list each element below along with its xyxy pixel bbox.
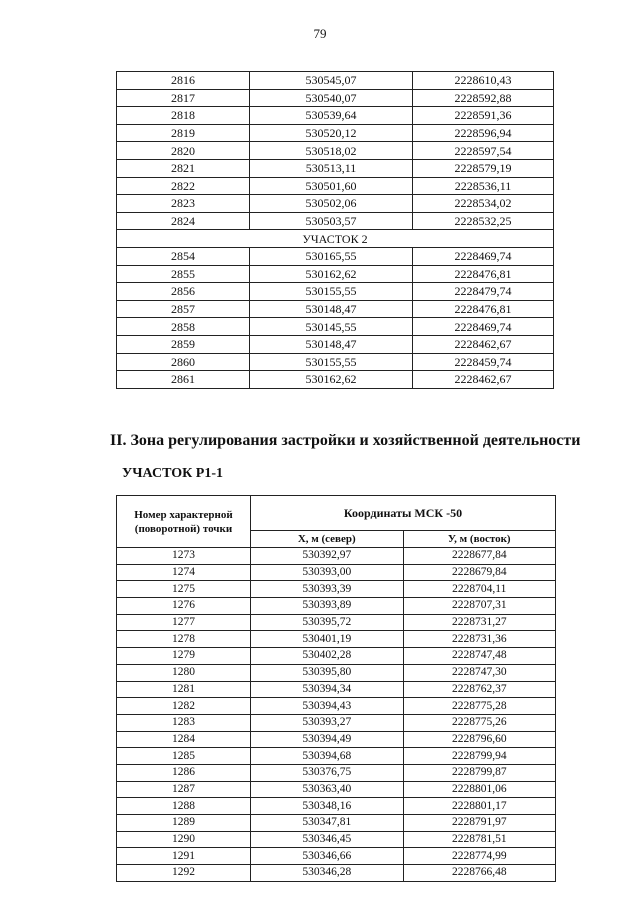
x-coordinate-cell: 530503,57 (250, 212, 413, 230)
table-row (117, 781, 556, 798)
table-row (117, 681, 556, 698)
point-number-cell: 2823 (117, 195, 250, 213)
table-row (117, 865, 556, 882)
x-coordinate-cell: 530502,06 (250, 195, 413, 213)
x-coordinate-cell: 530402,28 (251, 648, 404, 665)
y-coordinate-cell: 2228796,60 (403, 731, 556, 748)
table-row (117, 371, 554, 389)
point-number-cell: 1290 (117, 831, 251, 848)
table-row (117, 648, 556, 665)
table-row (117, 598, 556, 615)
section-row (117, 230, 554, 248)
x-coordinate-cell: 530393,89 (251, 598, 404, 615)
point-number-cell: 2855 (117, 265, 250, 283)
point-number-cell: 1273 (117, 548, 251, 565)
x-coordinate-cell: 530162,62 (250, 265, 413, 283)
x-coordinate-cell: 530539,64 (250, 107, 413, 125)
table-row (117, 831, 556, 848)
x-coordinate-cell: 530393,00 (251, 564, 404, 581)
y-coordinate-cell: 2228459,74 (413, 353, 554, 371)
y-coordinate-cell: 2228731,36 (403, 631, 556, 648)
point-number-cell: 2819 (117, 124, 250, 142)
table-row (117, 142, 554, 160)
point-number-cell: 2859 (117, 335, 250, 353)
y-coordinate-cell: 2228536,11 (413, 177, 554, 195)
point-number-cell: 1287 (117, 781, 251, 798)
x-coordinate-cell: 530513,11 (250, 159, 413, 177)
y-coordinate-cell: 2228679,84 (403, 564, 556, 581)
point-number-cell: 1283 (117, 714, 251, 731)
table1-section (117, 230, 554, 248)
point-number-cell: 2820 (117, 142, 250, 160)
table-row (117, 212, 554, 230)
table-row (117, 815, 556, 832)
table-row (117, 265, 554, 283)
x-coordinate-cell: 530545,07 (250, 72, 413, 90)
point-number-cell: 2821 (117, 159, 250, 177)
point-number-cell: 1289 (117, 815, 251, 832)
x-coordinate-cell: 530145,55 (250, 318, 413, 336)
y-coordinate-cell: 2228469,74 (413, 247, 554, 265)
table-row (117, 318, 554, 336)
subsection-heading: УЧАСТОК Р1-1 (122, 466, 223, 481)
point-number-cell: 1280 (117, 664, 251, 681)
point-number-cell: 2818 (117, 107, 250, 125)
y-coordinate-cell: 2228799,94 (403, 748, 556, 765)
point-number-cell: 1282 (117, 698, 251, 715)
x-coordinate-cell: 530401,19 (251, 631, 404, 648)
table-row (117, 89, 554, 107)
x-coordinate-cell: 530348,16 (251, 798, 404, 815)
x-coordinate-cell: 530148,47 (250, 335, 413, 353)
y-coordinate-cell: 2228801,06 (403, 781, 556, 798)
table-row (117, 748, 556, 765)
point-number-cell: 2854 (117, 247, 250, 265)
y-coordinate-cell: 2228775,26 (403, 714, 556, 731)
header-point-number: Номер характерной (поворотной) точки (117, 496, 251, 548)
table1-rows-b (117, 247, 554, 388)
table-row (117, 72, 554, 90)
y-coordinate-cell: 2228747,48 (403, 648, 556, 665)
x-coordinate-cell: 530155,55 (250, 283, 413, 301)
table-row (117, 195, 554, 213)
point-number-cell: 1284 (117, 731, 251, 748)
point-number-cell: 1276 (117, 598, 251, 615)
point-number-cell: 2856 (117, 283, 250, 301)
section-label-uchastok-2: УЧАСТОК 2 (117, 230, 554, 248)
x-coordinate-cell: 530394,34 (251, 681, 404, 698)
x-coordinate-cell: 530155,55 (250, 353, 413, 371)
y-coordinate-cell: 2228469,74 (413, 318, 554, 336)
table2-header (117, 496, 556, 548)
table-row (117, 124, 554, 142)
y-coordinate-cell: 2228592,88 (413, 89, 554, 107)
y-coordinate-cell: 2228596,94 (413, 124, 554, 142)
x-coordinate-cell: 530347,81 (251, 815, 404, 832)
point-number-cell: 1278 (117, 631, 251, 648)
x-coordinate-cell: 530363,40 (251, 781, 404, 798)
y-coordinate-cell: 2228479,74 (413, 283, 554, 301)
y-coordinate-cell: 2228775,28 (403, 698, 556, 715)
x-coordinate-cell: 530162,62 (250, 371, 413, 389)
table-row (117, 848, 556, 865)
y-coordinate-cell: 2228462,67 (413, 335, 554, 353)
point-number-cell: 2858 (117, 318, 250, 336)
x-coordinate-cell: 530346,45 (251, 831, 404, 848)
table-row (117, 764, 556, 781)
y-coordinate-cell: 2228677,84 (403, 548, 556, 565)
y-coordinate-cell: 2228704,11 (403, 581, 556, 598)
table-row (117, 107, 554, 125)
y-coordinate-cell: 2228801,17 (403, 798, 556, 815)
table-row (117, 731, 556, 748)
y-coordinate-cell: 2228462,67 (413, 371, 554, 389)
table-row (117, 798, 556, 815)
table-row (117, 631, 556, 648)
y-coordinate-cell: 2228476,81 (413, 265, 554, 283)
table-row (117, 698, 556, 715)
section-heading: II. Зона регулирования застройки и хозяйственной деятельности (110, 432, 581, 449)
table-row (117, 564, 556, 581)
point-number-cell: 1286 (117, 764, 251, 781)
y-coordinate-cell: 2228707,31 (403, 598, 556, 615)
y-coordinate-cell: 2228791,97 (403, 815, 556, 832)
table-row (117, 177, 554, 195)
table-row (117, 159, 554, 177)
x-coordinate-cell: 530518,02 (250, 142, 413, 160)
x-coordinate-cell: 530501,60 (250, 177, 413, 195)
y-coordinate-cell: 2228799,87 (403, 764, 556, 781)
x-coordinate-cell: 530376,75 (251, 764, 404, 781)
y-coordinate-cell: 2228731,27 (403, 614, 556, 631)
point-number-cell: 2816 (117, 72, 250, 90)
point-number-cell: 1277 (117, 614, 251, 631)
table-row (117, 614, 556, 631)
y-coordinate-cell: 2228781,51 (403, 831, 556, 848)
x-coordinate-cell: 530540,07 (250, 89, 413, 107)
table-row (117, 664, 556, 681)
point-number-cell: 2817 (117, 89, 250, 107)
header-coordinates: Координаты МСК -50 (251, 496, 556, 531)
y-coordinate-cell: 2228766,48 (403, 865, 556, 882)
y-coordinate-cell: 2228591,36 (413, 107, 554, 125)
x-coordinate-cell: 530392,97 (251, 548, 404, 565)
point-number-cell: 2857 (117, 300, 250, 318)
table-row (117, 548, 556, 565)
table-row (117, 581, 556, 598)
point-number-cell: 1274 (117, 564, 251, 581)
y-coordinate-cell: 2228532,25 (413, 212, 554, 230)
x-coordinate-cell: 530394,49 (251, 731, 404, 748)
point-number-cell: 2860 (117, 353, 250, 371)
x-coordinate-cell: 530393,39 (251, 581, 404, 598)
y-coordinate-cell: 2228597,54 (413, 142, 554, 160)
header-x: X, м (север) (251, 530, 404, 547)
point-number-cell: 1292 (117, 865, 251, 882)
y-coordinate-cell: 2228534,02 (413, 195, 554, 213)
table-row (117, 300, 554, 318)
table-row (117, 335, 554, 353)
x-coordinate-cell: 530395,72 (251, 614, 404, 631)
x-coordinate-cell: 530346,28 (251, 865, 404, 882)
header-row-1 (117, 496, 556, 531)
y-coordinate-cell: 2228579,19 (413, 159, 554, 177)
y-coordinate-cell: 2228774,99 (403, 848, 556, 865)
header-y: У, м (восток) (403, 530, 556, 547)
point-number-cell: 2822 (117, 177, 250, 195)
y-coordinate-cell: 2228747,30 (403, 664, 556, 681)
table-row (117, 283, 554, 301)
point-number-cell: 2824 (117, 212, 250, 230)
x-coordinate-cell: 530346,66 (251, 848, 404, 865)
point-number-cell: 1281 (117, 681, 251, 698)
x-coordinate-cell: 530520,12 (250, 124, 413, 142)
point-number-cell: 1275 (117, 581, 251, 598)
table-row (117, 353, 554, 371)
x-coordinate-cell: 530148,47 (250, 300, 413, 318)
point-number-cell: 2861 (117, 371, 250, 389)
x-coordinate-cell: 530395,80 (251, 664, 404, 681)
x-coordinate-cell: 530394,43 (251, 698, 404, 715)
table2-rows (117, 548, 556, 882)
coordinates-table-continued (116, 71, 554, 389)
point-number-cell: 1291 (117, 848, 251, 865)
point-number-cell: 1279 (117, 648, 251, 665)
page-number: 79 (313, 26, 327, 41)
table1-rows-a (117, 72, 554, 230)
table-row (117, 714, 556, 731)
point-number-cell: 1288 (117, 798, 251, 815)
y-coordinate-cell: 2228610,43 (413, 72, 554, 90)
point-number-cell: 1285 (117, 748, 251, 765)
y-coordinate-cell: 2228476,81 (413, 300, 554, 318)
x-coordinate-cell: 530165,55 (250, 247, 413, 265)
x-coordinate-cell: 530394,68 (251, 748, 404, 765)
y-coordinate-cell: 2228762,37 (403, 681, 556, 698)
table-row (117, 247, 554, 265)
coordinates-table-r1-1 (116, 495, 556, 882)
x-coordinate-cell: 530393,27 (251, 714, 404, 731)
